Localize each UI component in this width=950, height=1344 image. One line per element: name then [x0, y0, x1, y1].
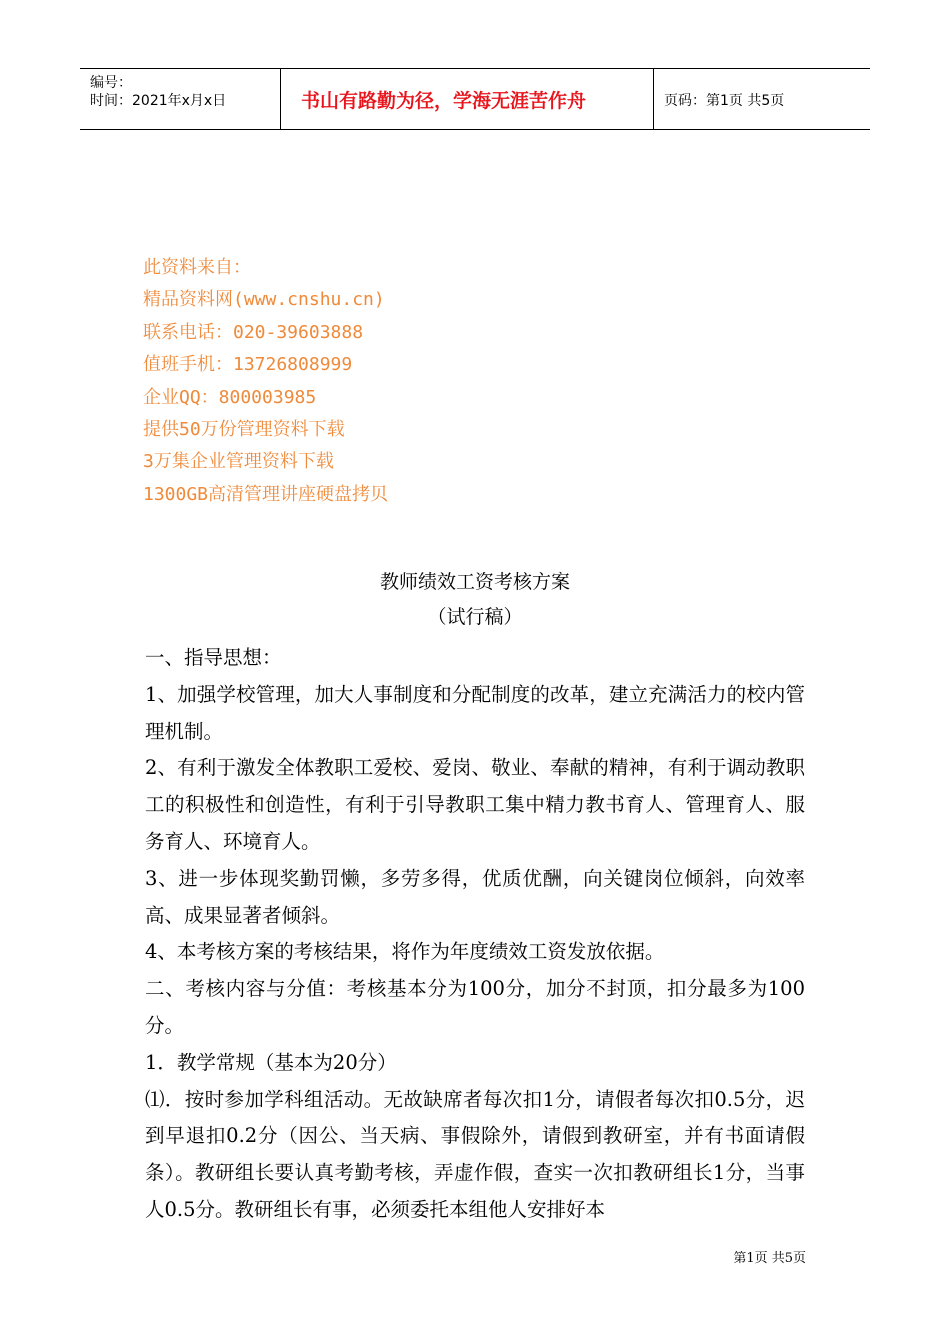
- header-page-number: 页码：第1页 共5页: [664, 93, 785, 109]
- document-body: [145, 640, 805, 1229]
- body-paragraph: 3、进一步体现奖勤罚懒，多劳多得，优质优酬，向关键岗位倾斜，向效率高、成果显著者倾斜。: [145, 866, 805, 927]
- header-meta-cell: [80, 69, 281, 129]
- document-time-label: 时间：2021年x月x日: [90, 93, 227, 109]
- subsection-heading: 1．教学常规（基本为20分）: [145, 1050, 397, 1074]
- promo-line: 此资料来自：: [143, 257, 251, 278]
- promo-line: 提供50万份管理资料下载: [143, 419, 345, 441]
- promo-line: 企业QQ：800003985: [143, 386, 317, 408]
- header-motto-cell: [281, 69, 654, 129]
- body-paragraph: 4、本考核方案的考核结果，将作为年度绩效工资发放依据。: [145, 940, 665, 964]
- document-subtitle: （试行稿）: [427, 606, 523, 628]
- promo-block: [143, 252, 388, 511]
- promo-line: 1300GB高清管理讲座硬盘拷贝: [143, 483, 389, 505]
- document-title: 教师绩效工资考核方案: [379, 571, 570, 593]
- section-heading: 一、指导思想：: [145, 646, 282, 669]
- page-header: [80, 68, 870, 130]
- body-paragraph: ⑴．按时参加学科组活动。无故缺席者每次扣1分，请假者每次扣0.5分，迟到早退扣0.2分（因公、当天病、事假除外，请假到教研室，并有书面请假条）。教研组长要认真考勤考核，弄虚作假，查实一次扣教研组长1分，当事人0.5分。教研组长有事，必须委托本组他人安排好本: [145, 1087, 805, 1221]
- body-paragraph: 2、有利于激发全体教职工爱校、爱岗、敬业、奉献的精神，有利于调动教职工的积极性和创造性，有利于引导教职工集中精力教书育人、管理育人、服务育人、环境育人。: [145, 756, 805, 853]
- section-heading: 二、考核内容与分值：考核基本分为100分，加分不封顶，扣分最多为100分。: [145, 977, 805, 1037]
- promo-line: 值班手机：13726808999: [143, 354, 353, 376]
- body-paragraph: 1、加强学校管理，加大人事制度和分配制度的改革，建立充满活力的校内管理机制。: [145, 682, 805, 743]
- promo-line: 联系电话：020-39603888: [143, 321, 364, 343]
- header-motto: 书山有路勤为径，学海无涯苦作舟: [301, 90, 587, 112]
- promo-line: 精品资料网(www.cnshu.cn): [143, 289, 385, 311]
- header-page-cell: [654, 69, 870, 129]
- promo-line: 3万集企业管理资料下载: [143, 451, 334, 473]
- document-number-label: 编号：: [90, 75, 132, 91]
- page-footer: 第1页 共5页: [733, 1251, 806, 1266]
